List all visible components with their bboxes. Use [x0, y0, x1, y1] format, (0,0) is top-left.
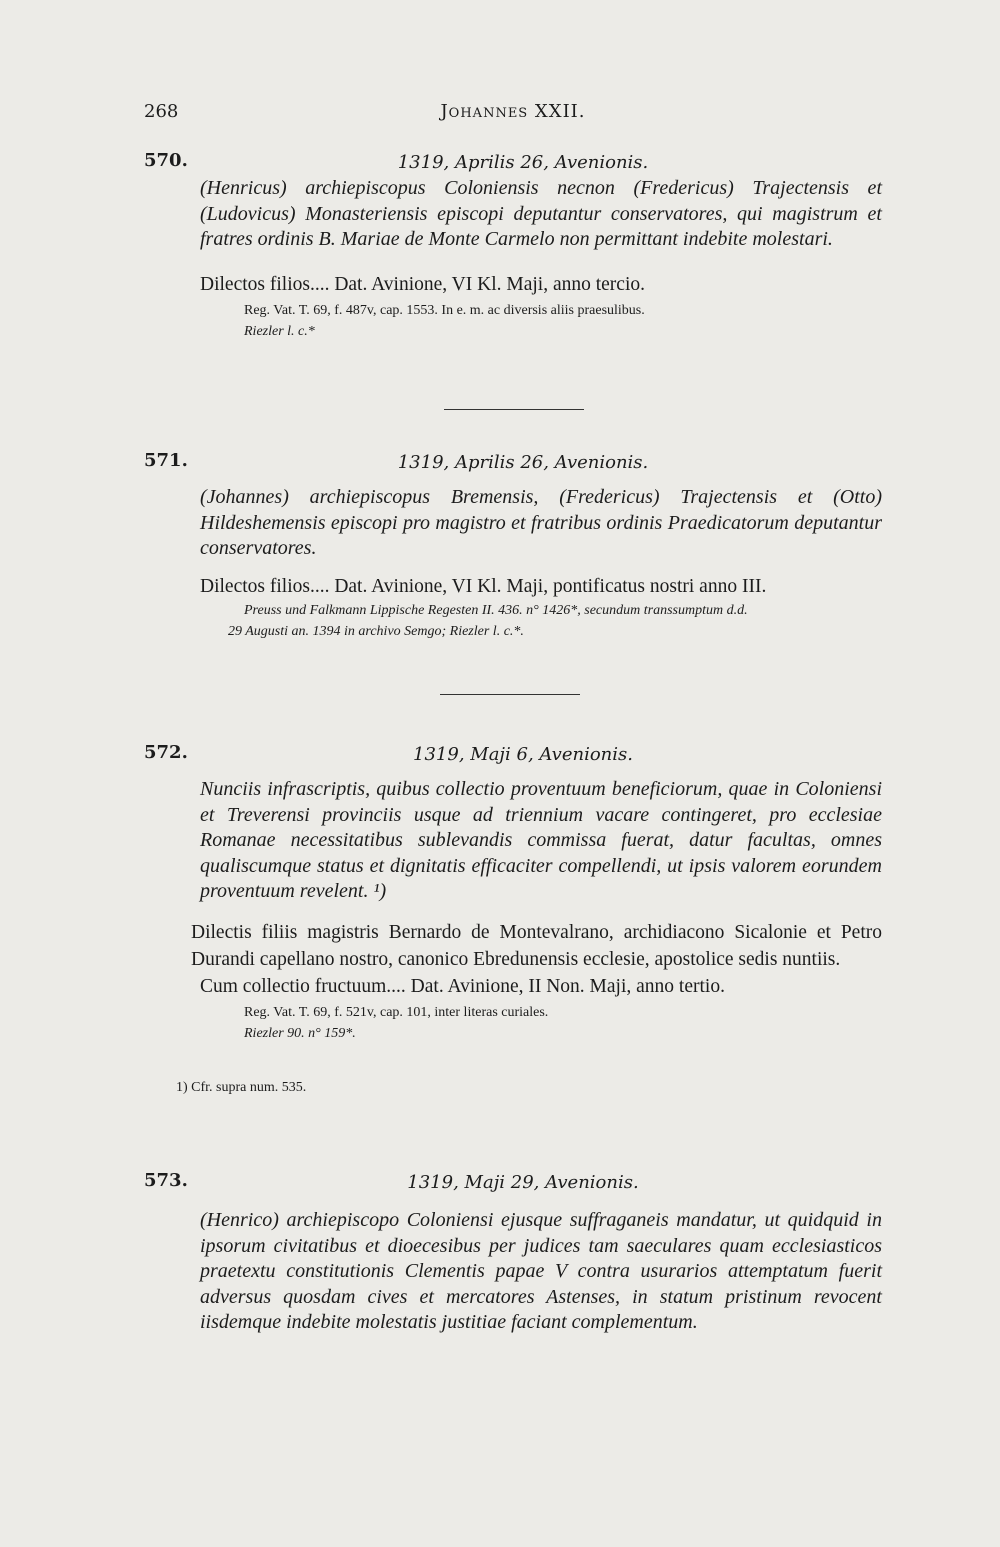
- entry-summary: Nunciis infrascriptis, quibus collectio proventuum beneficiorum, quae in Coloniensi et Treverensi provinciis usque ad triennium vacare contingeret, pro ecclesiae Romanae necessitatibus sublevandis commissa fuerat, datur facultas, omnes qualiscumque status et dignitatis efficaciter compellendi, ut ipsis valorem eorundem proventuum revelent. ¹): [200, 778, 882, 902]
- entry-571: [144, 450, 882, 642]
- entry-572: [144, 742, 882, 1044]
- entry-number: 571.: [144, 450, 188, 471]
- page-header: [144, 101, 882, 131]
- entry-incipit: Cum collectio fructuum.... Dat. Avinione, II Non. Maji, anno tertio.: [200, 975, 725, 997]
- entry-incipit: Dilectos filios.... Dat. Avinione, VI Kl. Maji, pontificatus nostri anno III.: [200, 575, 767, 597]
- entry-summary: (Johannes) archiepiscopus Bremensis, (Fredericus) Trajectensis et (Otto) Hildeshemensis episcopi pro magistro et fratribus ordinis Praedicatorum deputantur conservatores.: [200, 486, 882, 559]
- running-title: Johannes XXII.: [440, 101, 586, 122]
- entry-source: Reg. Vat. T. 69, f. 521v, cap. 101, inter literas curiales.: [244, 1004, 549, 1020]
- separator-rule: [444, 409, 584, 410]
- entry-573: [144, 1170, 882, 1336]
- entry-date: 1319, Maji 6, Avenionis.: [413, 744, 633, 765]
- separator-rule: [440, 694, 580, 695]
- entry-summary: (Henrico) archiepiscopo Coloniensi ejusque suffraganeis mandatur, ut quidquid in ipsorum civitatibus et dioecesibus per judices tam saeculares quam ecclesiasticos praetextu constitutionis Clementis papae V contra usurarios attemptatum fuerit adversus quosdam cives et mercatores Astenses, in statum pristinum revocent iisdemque indebite molestatis justitiae faciant complementum.: [200, 1209, 882, 1333]
- entry-number: 570.: [144, 150, 188, 171]
- entry-source-ref: Riezler 90. n° 159*.: [244, 1025, 356, 1041]
- footnote: 1) Cfr. supra num. 535.: [176, 1080, 307, 1095]
- entry-incipit: Dilectos filios.... Dat. Avinione, VI Kl. Maji, anno tercio.: [200, 273, 645, 295]
- entry-number: 572.: [144, 742, 188, 763]
- entry-source: Reg. Vat. T. 69, f. 487v, cap. 1553. In e. m. ac diversis aliis praesulibus.: [244, 302, 645, 318]
- page-number: 268: [144, 101, 179, 122]
- entry-number: 573.: [144, 1170, 188, 1191]
- entry-source: Preuss und Falkmann Lippische Regesten II. 436. n° 1426*, secundum transsumptum d.d.: [244, 602, 748, 618]
- entry-source-ref: 29 Augusti an. 1394 in archivo Semgo; Riezler l. c.*.: [228, 623, 524, 639]
- entry-source-ref: Riezler l. c.*: [244, 323, 315, 339]
- entry-summary: (Henricus) archiepiscopus Coloniensis necnon (Fredericus) Trajectensis et (Ludovicus) Monasteriensis episcopi deputantur conservatores, qui magistrum et fratres ordinis B. Mariae de Monte Carmelo non permittant indebite molestari.: [200, 177, 882, 250]
- entry-date: 1319, Aprilis 26, Avenionis.: [397, 452, 649, 473]
- entry-570: [144, 150, 882, 342]
- entry-date: 1319, Aprilis 26, Avenionis.: [397, 152, 649, 173]
- entry-address: Dilectis filiis magistris Bernardo de Montevalrano, archidiacono Sicalonie et Petro Durandi capellano nostro, canonico Ebredunensis ecclesie, apostolice sedis nuntiis.: [191, 921, 882, 970]
- entry-date: 1319, Maji 29, Avenionis.: [407, 1172, 639, 1193]
